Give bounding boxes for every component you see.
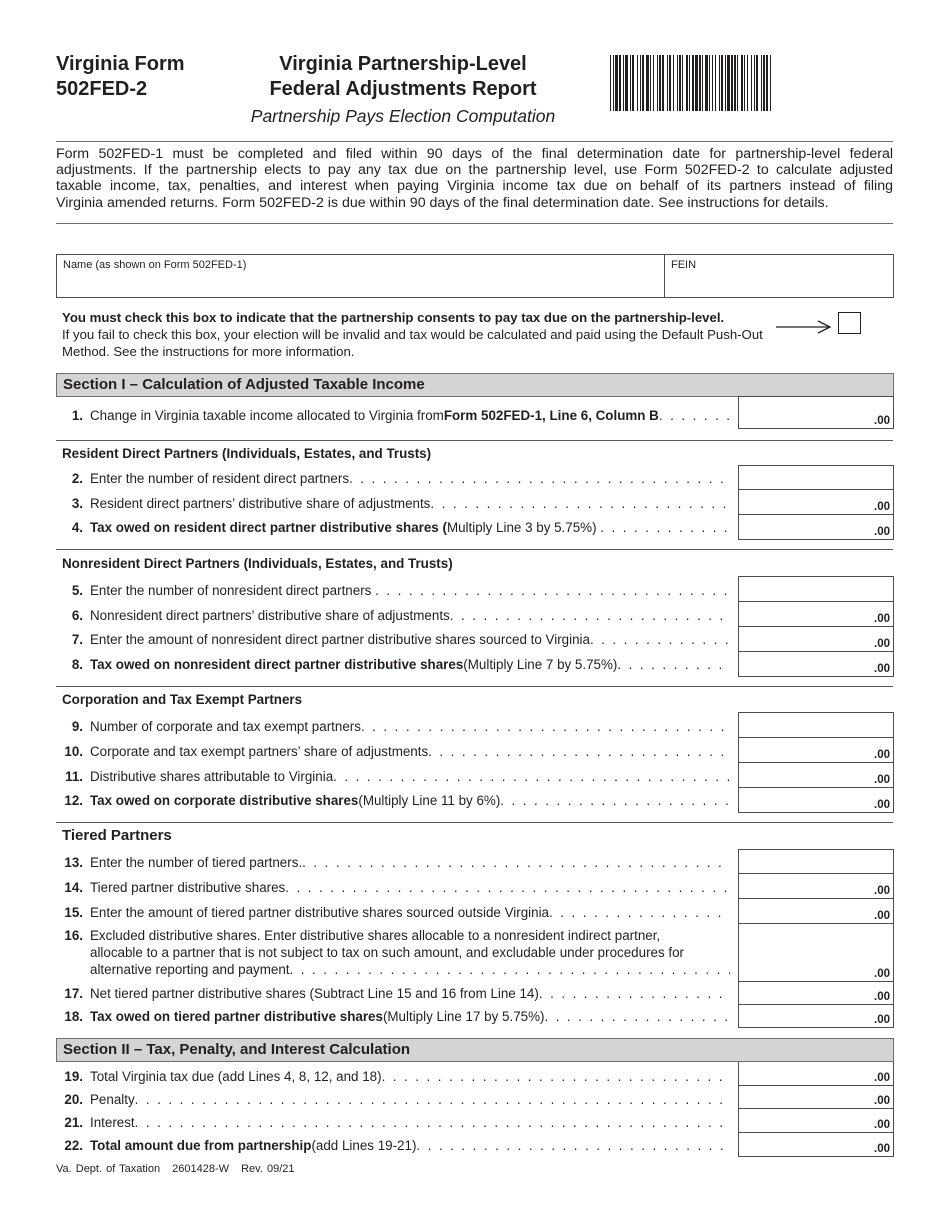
line-12 [56,792,730,809]
group-divider [56,822,893,823]
decimal-suffix: .00 [874,526,890,538]
decimal-suffix: .00 [874,415,890,427]
form-title-line1: Virginia Partnership-Level [279,53,527,75]
decimal-suffix: .00 [874,1095,890,1107]
line-9 [56,718,730,735]
line-text: (Multiply Line 17 by 5.75%) [382,1009,545,1024]
line-text: Penalty [90,1092,135,1107]
footer-form-code: 2601428-W [172,1163,230,1175]
line-7-input[interactable] [738,627,894,652]
decimal-suffix: .00 [874,638,890,650]
consent-text: If you fail to check this box, your election will be invalid and tax would be calculated and paid using the Default Push-Out Method. See the instructions for more information. [62,327,763,359]
line-number: 8. [71,657,83,672]
leader-dots [135,1114,730,1131]
decimal-suffix: .00 [874,774,890,786]
intro-paragraph [56,146,893,211]
leader-dots [659,407,730,424]
line-6-input[interactable] [738,602,894,627]
line-text: Enter the amount of nonresident direct partner distributive shares sourced to Virginia [90,632,590,647]
line-number: 4. [71,520,83,535]
fein-field[interactable] [665,255,893,297]
line-3-input[interactable] [738,490,894,515]
leader-dots [361,718,730,735]
fein-label: FEIN [671,259,697,271]
group-divider [56,686,893,687]
leader-dots [382,1068,730,1085]
line-3 [56,495,730,512]
line-6 [56,607,730,624]
line-number: 9. [71,719,83,734]
line-bold-text: Tax owed on tiered partner distributive shares [90,1009,383,1024]
line-12-input[interactable] [738,788,894,813]
line-5 [56,582,730,599]
leader-dots [539,985,730,1002]
line-number: 15. [64,905,83,920]
line-text: (Multiply Line 11 by 6%) [358,793,501,808]
tiered-group-title: Tiered Partners [62,827,172,844]
decimal-suffix: .00 [874,885,890,897]
corporate-group-title: Corporation and Tax Exempt Partners [62,692,303,707]
decimal-suffix: .00 [874,991,890,1003]
header-divider [56,141,893,142]
line-10-input[interactable] [738,738,894,763]
name-field[interactable] [57,255,665,297]
leader-dots [617,656,730,673]
form-id [56,52,185,102]
line-17 [56,985,730,1002]
form-id-line1: Virginia Form [56,53,185,75]
line-15-input[interactable] [738,899,894,924]
line-8 [56,656,730,673]
line-1-input[interactable] [738,396,894,429]
leader-dots [428,743,730,760]
line-number: 12. [64,793,83,808]
resident-group-title: Resident Direct Partners (Individuals, Estates, and Trusts) [62,446,432,461]
line-text: Resident direct partners’ distributive share of adjustments [90,496,431,511]
line-number: 7. [71,632,83,647]
line-14 [56,879,730,896]
footer [56,1163,303,1175]
line-text: Interest [90,1115,135,1130]
consent-statement [62,309,768,360]
line-22 [56,1137,730,1154]
line-22-input[interactable] [738,1133,894,1157]
name-label: Name (as shown on Form 502FED-1) [63,259,247,271]
leader-dots [544,1008,730,1025]
line-text: (add Lines 19-21) [311,1138,417,1153]
barcode-icon [610,55,893,111]
line-bold-text: Form 502FED-1, Line 6, Column B [443,408,659,423]
line-bold-text: Total amount due from partnership [90,1138,312,1153]
decimal-suffix: .00 [874,799,890,811]
line-text: Enter the number of nonresident direct partners [90,583,372,598]
line-number: 1. [71,408,83,423]
line-number: 21. [64,1115,83,1130]
line-text: Enter the number of tiered partners. [90,855,303,870]
line-7 [56,631,730,648]
line-number: 20. [64,1092,83,1107]
arrow-right-icon [776,320,832,334]
identification-box [56,254,894,298]
line-text: Excluded distributive shares. Enter distributive shares allocable to a nonresident indirect partner, [90,928,661,943]
leader-dots [349,470,730,487]
line-text: Number of corporate and tax exempt partners [90,719,361,734]
leader-dots [375,582,730,599]
group-divider [56,440,893,441]
line-number: 17. [64,986,83,1001]
leader-dots [500,792,730,809]
intro-divider [56,223,893,224]
intro-line: taxable income, tax, penalties, and interest when paying Virginia income tax due on behalf of its partners instead of filing [56,178,893,195]
footer-dept: Va. Dept. of Taxation [56,1163,161,1175]
leader-dots [430,495,730,512]
decimal-suffix: .00 [874,1143,890,1155]
line-4-input[interactable] [738,515,894,540]
line-text: Enter the number of resident direct partners [90,471,350,486]
line-number: 22. [64,1138,83,1153]
line-number: 3. [71,496,83,511]
line-20-input[interactable] [738,1086,894,1109]
line-number: 10. [64,744,83,759]
line-number: 6. [71,608,83,623]
line-19 [56,1068,730,1085]
line-18 [56,1008,730,1025]
leader-dots [302,854,730,871]
line-16-input[interactable] [738,924,894,982]
decimal-suffix: .00 [874,749,890,761]
form-title-line2: Federal Adjustments Report [269,78,537,100]
section-1-header: Section I – Calculation of Adjusted Taxable Income [56,373,894,397]
line-number: 5. [71,583,83,598]
line-text: Multiply Line 3 by 5.75%) [446,520,597,535]
line-16 [56,927,730,978]
line-19-input[interactable] [738,1062,894,1086]
decimal-suffix: .00 [874,663,890,675]
leader-dots [590,631,730,648]
line-13 [56,854,730,871]
line-text: (Multiply Line 7 by 5.75%) [463,657,618,672]
line-1 [56,407,730,424]
leader-dots [450,607,730,624]
form-subtitle: Partnership Pays Election Computation [250,106,556,126]
line-5-input[interactable] [738,576,894,602]
line-9-input[interactable] [738,712,894,738]
decimal-suffix: .00 [874,613,890,625]
line-text: Total Virginia tax due (add Lines 4, 8, 12, and 18) [90,1069,382,1084]
line-11-input[interactable] [738,763,894,788]
decimal-suffix: .00 [874,1072,890,1084]
line-number: 2. [71,471,83,486]
line-11 [56,768,730,785]
decimal-suffix: .00 [874,1014,890,1026]
leader-dots [290,961,731,978]
leader-dots [285,879,730,896]
line-bold-text: Tax owed on nonresident direct partner distributive shares [90,657,464,672]
form-title-block [222,52,584,128]
line-2 [56,470,730,487]
line-text: Enter the amount of tiered partner distributive shares sourced outside Virginia [90,905,550,920]
line-number: 13. [64,855,83,870]
line-number: 18. [64,1009,83,1024]
line-text: Change in Virginia taxable income allocated to Virginia from [90,408,444,423]
group-divider [56,549,893,550]
line-8-input[interactable] [738,652,894,677]
leader-dots [549,904,730,921]
decimal-suffix: .00 [874,968,890,980]
line-15 [56,904,730,921]
line-18-input[interactable] [738,1005,894,1028]
leader-dots [135,1091,730,1108]
consent-checkbox[interactable] [838,312,861,334]
line-2-input[interactable] [738,465,894,490]
leader-dots [333,768,730,785]
consent-bold-text: You must check this box to indicate that the partnership consents to pay tax due on the partnership-level. [62,310,725,325]
line-bold-text: Tax owed on corporate distributive shares [90,793,359,808]
line-17-input[interactable] [738,982,894,1005]
line-number: 11. [65,769,83,784]
section-2-header: Section II – Tax, Penalty, and Interest Calculation [56,1038,894,1062]
line-14-input[interactable] [738,874,894,899]
line-text: Nonresident direct partners’ distributive share of adjustments [90,608,450,623]
form-id-line2: 502FED-2 [56,78,148,100]
line-text: Distributive shares attributable to Virginia [90,769,334,784]
line-21 [56,1114,730,1131]
intro-line: Form 502FED-1 must be completed and filed within 90 days of the final determination date for partnership-level federal [56,146,893,162]
decimal-suffix: .00 [874,910,890,922]
line-4 [56,519,730,536]
leader-dots [600,519,730,536]
decimal-suffix: .00 [874,501,890,513]
line-text: Corporate and tax exempt partners’ share of adjustments [90,744,429,759]
line-text: Net tiered partner distributive shares (Subtract Line 15 and 16 from Line 14) [90,986,539,1001]
line-number: 14. [64,880,83,895]
line-text: Tiered partner distributive shares [90,880,286,895]
line-text: alternative reporting and payment [90,962,290,977]
line-number: 19. [64,1069,83,1084]
nonresident-group-title: Nonresident Direct Partners (Individuals, Estates, and Trusts) [62,556,453,571]
line-13-input[interactable] [738,849,894,874]
line-bold-text: Tax owed on resident direct partner distributive shares ( [90,520,447,535]
line-text: allocable to a partner that is not subject to tax on such amount, and excludable under procedures for [90,945,685,960]
line-number: 16. [64,928,83,943]
line-20 [56,1091,730,1108]
decimal-suffix: .00 [874,1119,890,1131]
line-21-input[interactable] [738,1109,894,1133]
footer-revision: Rev. 09/21 [241,1163,295,1175]
intro-line: Virginia amended returns. Form 502FED-2 is due within 90 days of the final determination date. See instructions for details. [56,194,829,211]
intro-line: adjustments. If the partnership elects to pay any tax due on the partnership level, use Form 502FED-2 to calculate adjusted [56,162,893,179]
leader-dots [416,1137,730,1154]
line-10 [56,743,730,760]
